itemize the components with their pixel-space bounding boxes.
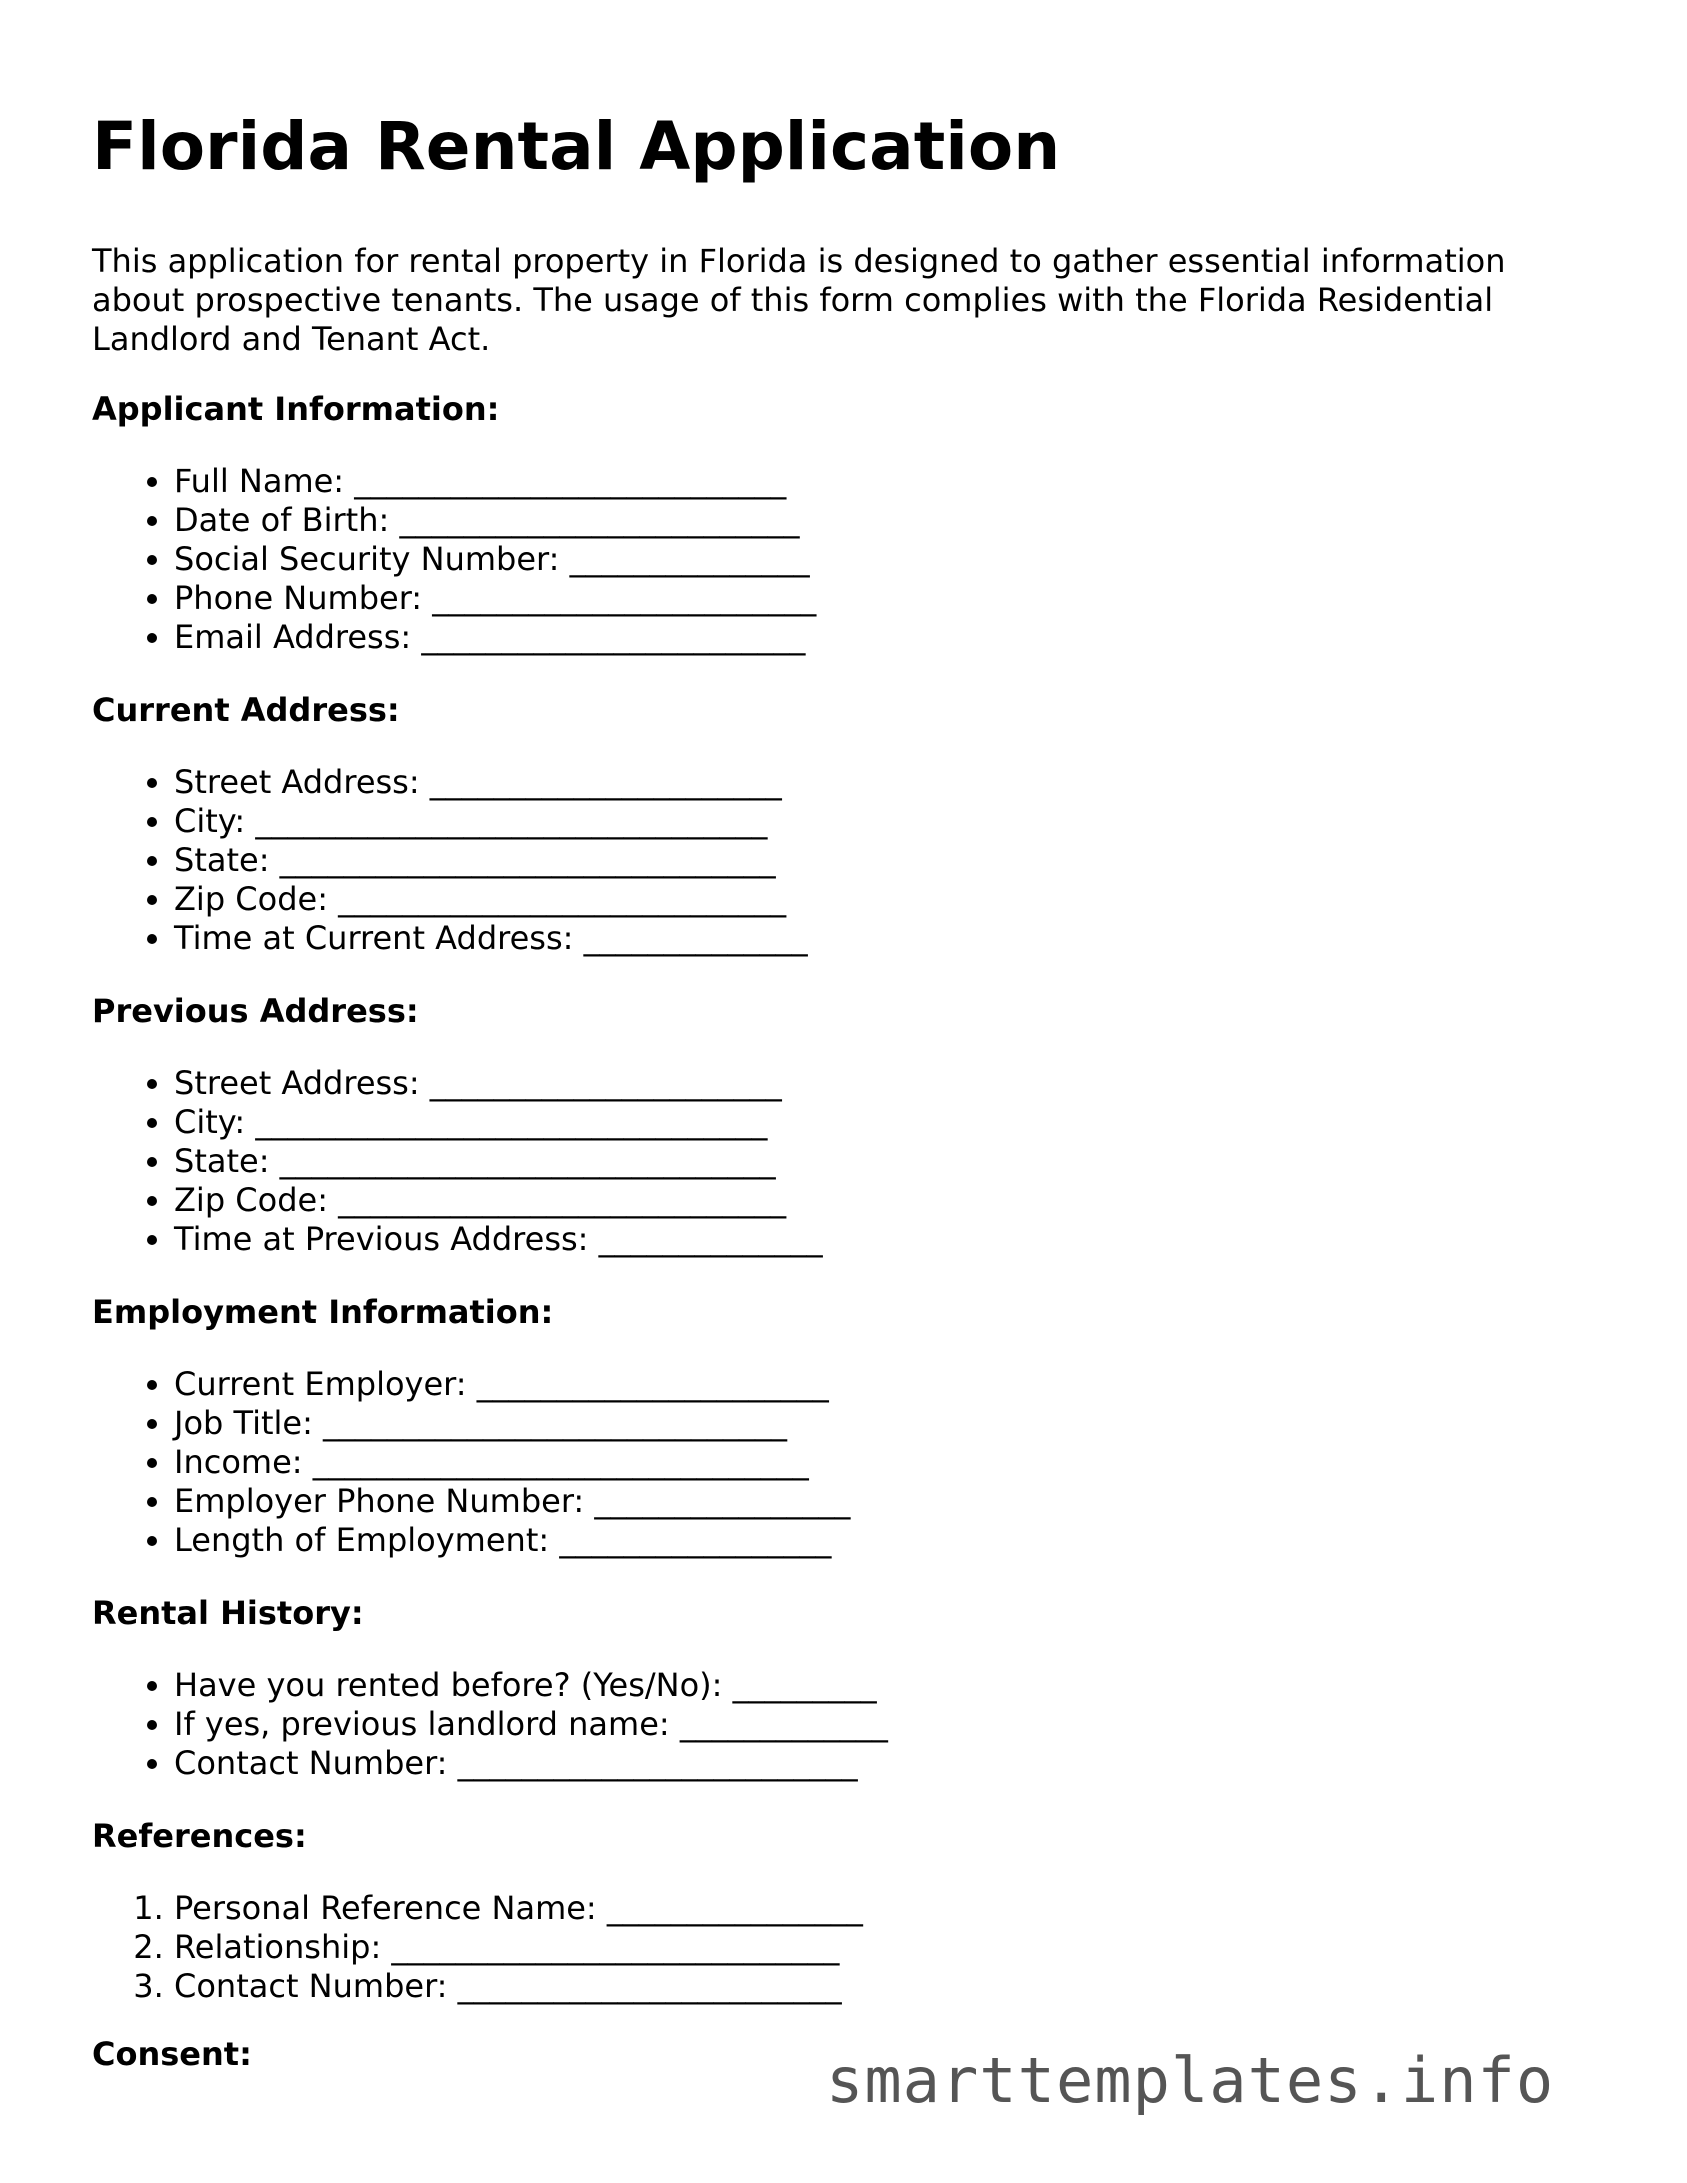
page-title: Florida Rental Application [92, 108, 1061, 185]
field-list [92, 1666, 888, 1783]
section-heading: Current Address: [92, 691, 400, 729]
section-heading: Employment Information: [92, 1293, 554, 1331]
field-list [92, 1064, 823, 1259]
section-applicant-information [92, 390, 816, 657]
list-item: • City: ________________________________ [174, 1103, 823, 1142]
field-list [92, 462, 816, 657]
list-item: • Have you rented before? (Yes/No): _________ [174, 1666, 888, 1705]
list-item: • Phone Number: ________________________ [174, 579, 816, 618]
list-item: • Job Title: _____________________________ [174, 1404, 850, 1443]
section-references [92, 1817, 863, 2006]
list-item: • City: ________________________________ [174, 802, 808, 841]
section-heading: Previous Address: [92, 992, 419, 1030]
section-heading: Applicant Information: [92, 390, 500, 428]
intro-paragraph: This application for rental property in Florida is designed to gather essential information about prospective tenants. The usage of this form complies with the Florida Residential Landlord and Tenant Act. [92, 242, 1506, 358]
field-list [92, 1365, 850, 1560]
section-rental-history [92, 1594, 888, 1783]
section-heading: Rental History: [92, 1594, 364, 1632]
section-previous-address [92, 992, 823, 1259]
field-list [92, 763, 808, 958]
list-item: • Length of Employment: _________________ [174, 1521, 850, 1560]
list-item: • Email Address: ________________________ [174, 618, 816, 657]
list-item: • Time at Current Address: ______________ [174, 919, 808, 958]
list-item: 2. Relationship: ____________________________ [174, 1928, 863, 1967]
list-item: • Date of Birth: _________________________ [174, 501, 816, 540]
list-item: • Street Address: ______________________ [174, 763, 808, 802]
list-item: • Full Name: ___________________________ [174, 462, 816, 501]
list-item: • Zip Code: ____________________________ [174, 1181, 823, 1220]
list-item: • State: _______________________________ [174, 841, 808, 880]
list-item: • Contact Number: _________________________ [174, 1744, 888, 1783]
list-item: • State: _______________________________ [174, 1142, 823, 1181]
list-item: 1. Personal Reference Name: ________________ [174, 1889, 863, 1928]
reference-list [92, 1889, 863, 2006]
list-item: • If yes, previous landlord name: _____________ [174, 1705, 888, 1744]
list-item: • Social Security Number: _______________ [174, 540, 816, 579]
section-employment-information [92, 1293, 850, 1560]
section-heading: Consent: [92, 2035, 252, 2073]
list-item: • Current Employer: ______________________ [174, 1365, 850, 1404]
list-item: • Income: _______________________________ [174, 1443, 850, 1482]
list-item: • Zip Code: ____________________________ [174, 880, 808, 919]
section-consent [92, 2035, 252, 2074]
list-item: 3. Contact Number: ________________________ [174, 1967, 863, 2006]
section-heading: References: [92, 1817, 307, 1855]
watermark: smarttemplates.info [826, 2044, 1555, 2117]
list-item: • Employer Phone Number: ________________ [174, 1482, 850, 1521]
list-item: • Time at Previous Address: ______________ [174, 1220, 823, 1259]
list-item: • Street Address: ______________________ [174, 1064, 823, 1103]
section-current-address [92, 691, 808, 958]
